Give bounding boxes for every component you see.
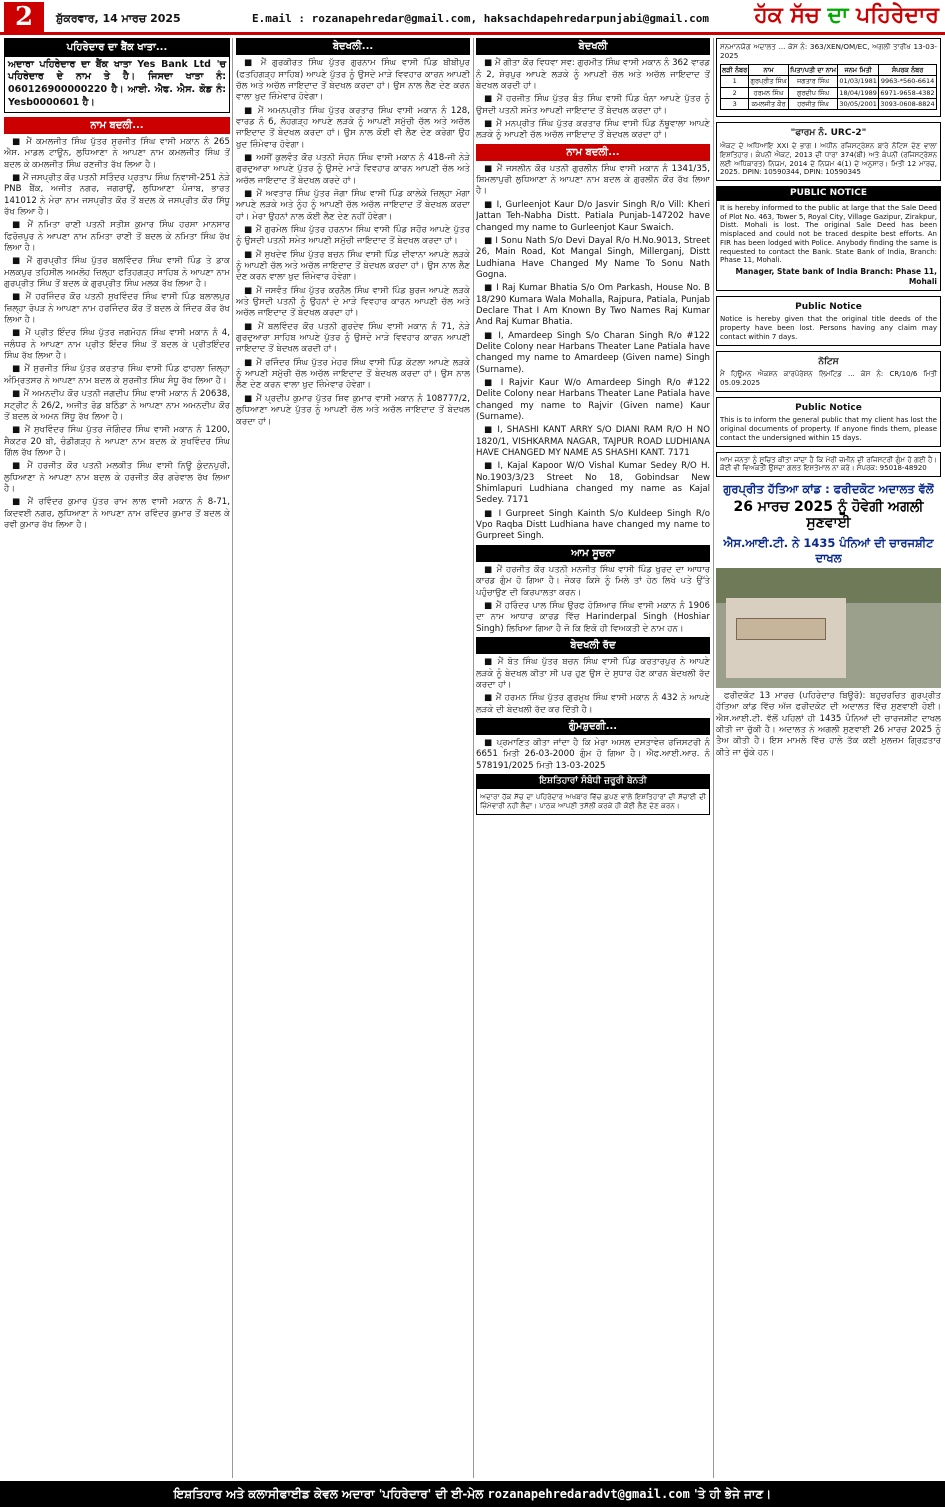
- disclaimer-title: ਇਸ਼ਤਿਹਾਰਾਂ ਸੰਬੰਧੀ ਜ਼ਰੂਰੀ ਬੇਨਤੀ: [477, 775, 709, 789]
- news-subheadline: ਐਸ.ਆਈ.ਟੀ. ਨੇ 1435 ਪੰਨਿਆਂ ਦੀ ਚਾਰਜਸ਼ੀਟ ਦਾਖਲ: [723, 536, 934, 565]
- public-notice-text: Notice is hereby given that the original title deeds of the property have been lost. Persons having any claim may contact within 7 days.: [720, 315, 937, 341]
- table-header-cell: ਲੜੀ ਨੰਬਰ: [722, 65, 748, 74]
- classified-item: ■ ਮੈਂ ਹਰਜੀਤ ਕੌਰ ਪਤਨੀ ਮਨਜੀਤ ਸਿੰਘ ਵਾਸੀ ਪਿੰਡ ਖੁਰਦ ਦਾ ਆਧਾਰ ਕਾਰਡ ਗੁੰਮ ਹੋ ਗਿਆ ਹੈ। ਜੇਕਰ ਕਿਸੇ ਨੂੰ ਮਿਲੇ ਤਾਂ ਹੇਠ ਲਿਖੇ ਪਤੇ ਉੱਤੇ ਪਹੁੰਚਾਉਣ ਦੀ ਕਿਰਪਾਲਤਾ ਕਰਨ।: [476, 564, 710, 598]
- classified-list: [476, 565, 710, 635]
- footer-email[interactable]: rozanapehredaradvt@gmail.com: [487, 1487, 690, 1501]
- classified-item: ■ ਮੈਂ ਰਵਿੰਦਰ ਕੁਮਾਰ ਪੁੱਤਰ ਰਾਮ ਲਾਲ ਵਾਸੀ ਮਕਾਨ ਨੰ 8-71, ਕਿਦਵਈ ਨਗਰ, ਲੁਧਿਆਣਾ ਨੇ ਆਪਣਾ ਨਾਮ ਰਵਿੰਦਰ ਕੁਮਾਰ ਤੋਂ ਬਦਲ ਕੇ ਰਵੀ ਕੁਮਾਰ ਰੱਖ ਲਿਆ ਹੈ।: [4, 497, 230, 530]
- classified-list: [476, 58, 710, 141]
- classified-list: [476, 738, 710, 772]
- section-heading: ਨਾਮ ਬਦਲੀ...: [4, 117, 230, 134]
- table-cell: ਕਮਲਜੀਤ ਕੌਰ: [749, 99, 789, 110]
- column-notices: [716, 38, 941, 1478]
- classified-item: ■ ਮੈਂ ਜਸਪ੍ਰੀਤ ਕੌਰ ਪਤਨੀ ਸਤਿੰਦਰ ਪ੍ਰਤਾਪ ਸਿੰਘ ਨਿਵਾਸੀ-251 ਨੇੜੇ PNB ਬੈਂਕ, ਅਜੀਤ ਨਗਰ, ਜਗਰਾਉਂ, ਲੁਧਿਆਣਾ ਪੰਜਾਬ, ਭਾਰਤ 141012 ਨੇ ਮੇਰਾ ਨਾਮ ਜਸਪ੍ਰੀਤ ਕੌਰ ਤੋਂ ਬਦਲ ਕੇ ਜਸਪ੍ਰੀਤ ਕੌਰ ਸਿੱਧੂ ਰੱਖ ਲਿਆ ਹੈ।: [4, 172, 230, 217]
- classified-item: ■ ਮੈਂ ਅਮਨਦੀਪ ਕੌਰ ਪਤਨੀ ਜਗਦੀਪ ਸਿੰਘ ਵਾਸੀ ਮਕਾਨ ਨੰ 20638, ਸਟ੍ਰੀਟ ਨੰ 26/2, ਅਜੀਤ ਰੋਡ ਬਠਿੰਡਾ ਨੇ ਆਪਣਾ ਨਾਮ ਅਮਨਦੀਪ ਕੌਰ ਤੋਂ ਬਦਲ ਕੇ ਅਮਨ ਸਿੱਧੂ ਰੱਖ ਲਿਆ ਹੈ।: [4, 389, 230, 422]
- classified-item: ■ I Gurpreet Singh Kainth S/o Kuldeep Singh R/o Vpo Raqba Distt Ludhiana have changed my name to Gurpreet Singh.: [476, 508, 710, 542]
- table-cell: 9963-*560-6614: [879, 76, 937, 87]
- table-cell: ਗੁਰਦੀਪ ਸਿੰਘ: [788, 87, 837, 98]
- classified-item: ■ I, Kajal Kapoor W/O Vishal Kumar Sedey R/O H. No.1903/3/23 Street No 18, Gobindsar New Shimlapuri Ludhiana changed my name as Kajal Sedey. 7171: [476, 461, 710, 506]
- column-mixed-classifieds: [476, 38, 710, 1478]
- small-notice-text: ਆਮ ਜਨਤਾ ਨੂੰ ਸੂਚਿਤ ਕੀਤਾ ਜਾਂਦਾ ਹੈ ਕਿ ਮੇਰੀ ਜ਼ਮੀਨ ਦੀ ਰਜਿਸਟਰੀ ਗੁੰਮ ਹੋ ਗਈ ਹੈ। ਕੋਈ ਵੀ ਵਿਅਕਤੀ ਉਸਦਾ ਗਲਤ ਇਸਤੇਮਾਲ ਨਾ ਕਰੇ। ਸੰਪਰਕ: 95018-48920: [720, 455, 937, 473]
- column-divider: [232, 38, 233, 1478]
- table-cell: 2: [721, 87, 749, 98]
- disclaimer-text: ਅਦਾਰਾ ਹੱਕ ਸੱਚ ਦਾ ਪਹਿਰੇਦਾਰ ਅਖਬਾਰ ਵਿੱਚ ਛਪਣ ਵਾਲੇ ਇਸ਼ਤਿਹਾਰਾਂ ਦੀ ਸੱਚਾਈ ਦੀ ਜ਼ਿੰਮੇਵਾਰੀ ਨਹੀਂ ਲੈਂਦਾ। ਪਾਠਕ ਆਪਣੀ ਤਸੱਲੀ ਕਰਕੇ ਹੀ ਕੋਈ ਲੈਣ ਦੇਣ ਕਰਨ।: [480, 791, 706, 811]
- bank-box-title: ਪਹਿਰੇਦਾਰ ਦਾ ਬੈਂਕ ਖਾਤਾ...: [5, 39, 229, 57]
- small-notice-box: [716, 452, 941, 478]
- classified-item: ■ ਮੈਂ ਬੋਤ ਸਿੰਘ ਪੁੱਤਰ ਬਚਨ ਸਿੰਘ ਵਾਸੀ ਪਿੰਡ ਕਰਤਾਰਪੁਰ ਨੇ ਆਪਣੇ ਲੜਕੇ ਨੂੰ ਬੇਦਖਲ ਕੀਤਾ ਸੀ ਪਰ ਹੁਣ ਉਸ ਦੇ ਸੁਧਾਰ ਹੋਣ ਕਾਰਨ ਬੇਦਖਲੀ ਰੱਦ ਕਰਦਾ ਹਾਂ।: [476, 657, 710, 690]
- urc-notice-box: [716, 122, 941, 181]
- table-row: [721, 99, 937, 110]
- table-cell: 30/05/2001: [839, 100, 877, 109]
- classified-item: ■ ਮੈਂ ਗੁਰਪ੍ਰੀਤ ਸਿੰਘ ਪੁੱਤਰ ਬਲਵਿੰਦਰ ਸਿੰਘ ਵਾਸੀ ਪਿੰਡ ਤੇ ਡਾਕ ਮਲਕਪੁਰ ਤਹਿਸੀਲ ਅਮਲੋਹ ਜ਼ਿਲ੍ਹਾ ਫਤਿਹਗੜ੍ਹ ਸਾਹਿਬ ਨੇ ਆਪਣਾ ਨਾਮ ਗੁਰਪ੍ਰੀਤ ਸਿੰਘ ਤੋਂ ਬਦਲ ਕੇ ਗੁਰਪ੍ਰੀਤ ਸਿੰਘ ਮਲਕ ਰੱਖ ਲਿਆ ਹੈ।: [4, 256, 230, 290]
- news-photo: [716, 568, 941, 688]
- column-divider: [473, 38, 474, 1478]
- public-notice-title: Public Notice: [795, 301, 862, 312]
- public-notice-signature: Manager, State bank of India Branch: Phase 11, Mohali: [735, 267, 937, 286]
- classified-item: ■ ਮੈਂ ਗੁਰਕੀਰਤ ਸਿੰਘ ਪੁੱਤਰ ਗੁਰਨਾਮ ਸਿੰਘ ਵਾਸੀ ਪਿੰਡ ਬੀਬੀਪੁਰ (ਫਤਹਿਗੜ੍ਹ ਸਾਹਿਬ) ਆਪਣੇ ਪੁੱਤਰ ਨੂੰ ਉਸਦੇ ਮਾੜੇ ਵਿਵਹਾਰ ਕਾਰਨ ਆਪਣੀ ਚੱਲ ਅਤੇ ਅਚੱਲ ਜਾਇਦਾਦ ਤੋਂ ਬੇਦਖਲ ਕਰਦਾ ਹਾਂ। ਉਸ ਨਾਲ ਲੈਣ ਦੇਣ ਕਰਨ ਵਾਲਾ ਖੁਦ ਜ਼ਿੰਮੇਵਾਰ ਹੋਵੇਗਾ।: [236, 58, 470, 103]
- news-headline-date: 26 ਮਾਰਚ 2025 ਨੂੰ ਹੋਵੇਗੀ ਅਗਲੀ ਸੁਣਵਾਈ: [733, 498, 924, 532]
- classified-item: ■ ਮੈਂ ਜਸਵੰਤ ਸਿੰਘ ਪੁੱਤਰ ਕਰਨੈਲ ਸਿੰਘ ਵਾਸੀ ਪਿੰਡ ਬੁਰਜ ਆਪਣੇ ਲੜਕੇ ਅਤੇ ਉਸਦੀ ਪਤਨੀ ਨੂੰ ਉਹਨਾਂ ਦੇ ਮਾੜੇ ਵਿਵਹਾਰ ਕਾਰਨ ਆਪਣੀ ਚੱਲ ਅਤੇ ਅਚੱਲ ਜਾਇਦਾਦ ਤੋਂ ਬੇਦਖਲ ਕਰਦਾ ਹਾਂ।: [236, 285, 470, 319]
- classified-item: ■ ਮੈਂ ਹਰਿੰਦਰ ਪਾਲ ਸਿੰਘ ਉਰਫ ਹੋਸ਼ਿਆਰ ਸਿੰਘ ਵਾਸੀ ਮਕਾਨ ਨੰ 1906 ਦਾ ਨਾਮ ਆਧਾਰ ਕਾਰਡ ਵਿੱਚ Harinderpal Singh (Hoshiar Singh) ਲਿਖਿਆ ਗਿਆ ਹੈ ਜੋ ਕਿ ਇਕੋ ਹੀ ਵਿਅਕਤੀ ਦੇ ਨਾਮ ਹਨ।: [476, 601, 710, 634]
- table-header-cell: ਸੰਪਰਕ ਨੰਬਰ: [879, 64, 937, 75]
- table-header-cell: ਜਨਮ ਮਿਤੀ: [838, 64, 879, 75]
- bank-box-text: ਅਦਾਰਾ ਪਹਿਰੇਦਾਰ ਦਾ ਬੈਂਕ ਖਾਤਾ Yes Bank Ltd 'ਚ ਪਹਿਰੇਦਾਰ ਦੇ ਨਾਮ ਤੇ ਹੈ। ਜਿਸਦਾ ਖਾਤਾ ਨੰ: 060126900000220 ਹੈ। ਆਈ. ਐਫ. ਐਸ. ਕੋਡ ਨੰ: Yesb0000601 ਹੈ।: [8, 58, 226, 108]
- public-notice-box: [716, 296, 941, 346]
- section-heading: ਬੇਦਖਲੀ...: [236, 38, 470, 55]
- classified-item: ■ I Raj Kumar Bhatia S/o Om Parkash, House No. B 18/290 Kumara Wala Mohalla, Rajpura, Patiala, Punjab Declare That I Am Known By Two Names Raj Kumar And Raj Kumar Bhatia.: [476, 283, 710, 328]
- column-disinheritance: [236, 38, 470, 1478]
- table-cell: ਗੁਰਪ੍ਰੀਤ ਸਿੰਘ: [750, 77, 787, 86]
- classified-list: [4, 137, 230, 531]
- table-cell: 01/03/1981: [839, 77, 877, 86]
- public-notice-text: It is hereby informed to the public at large that the Sale Deed of Plot No. 463, Tower 5, Royal City, Village Gazipur, Zirakpur, Distt. Mohali is lost. The original Sale Deed has been misplaced and could not be traced despite best efforts. An FIR has been lodged with Police. Anybody finding the same is requested to contact the Bank. State Bank of India, Branch: Phase 11, Mohali.: [720, 203, 937, 265]
- urc-notice-title: "ਫਾਰਮ ਨੰ. URC-2": [790, 128, 867, 139]
- classified-item: ■ ਮੈਂ ਬਲਵਿੰਦਰ ਕੌਰ ਪਤਨੀ ਗੁਰਦੇਵ ਸਿੰਘ ਵਾਸੀ ਮਕਾਨ ਨੰ 71, ਨੇੜੇ ਗੁਰਦੁਆਰਾ ਸਾਹਿਬ ਆਪਣੇ ਪੁੱਤਰ ਨੂੰ ਉਸਦੇ ਮਾੜੇ ਵਿਵਹਾਰ ਕਾਰਨ ਆਪਣੀ ਜਾਇਦਾਦ ਤੋਂ ਬੇਦਖਲ ਕਰਦੀ ਹਾਂ।: [236, 321, 470, 355]
- newspaper-logo: ਹੱਕ ਸੱਚ ਦਾ ਪਹਿਰੇਦਾਰ: [754, 2, 939, 28]
- notice-text: ਮੈਂ ਹਿਊਮਨ ਐਕਸ਼ਨ ਕਾਰਪੋਰੇਸ਼ਨ ਲਿਮਟਿਡ ... ਕੇਸ ਨੰ: CR/10/6 ਮਿਤੀ 05.09.2025: [720, 370, 937, 387]
- column-name-change: [4, 38, 230, 1478]
- column-divider: [713, 38, 714, 1478]
- header-rule: [0, 32, 945, 35]
- header-email[interactable]: E.mail : rozanapehredar@gmail.com, haksachdapehredarpunjabi@gmail.com: [252, 12, 709, 25]
- table-header-row: [721, 64, 937, 75]
- classified-item: ■ ਅਸੀਂ ਕੁਲਵੰਤ ਕੌਰ ਪਤਨੀ ਸੋਹਨ ਸਿੰਘ ਵਾਸੀ ਮਕਾਨ ਨੰ 418-ਜੀ ਨੇੜੇ ਗੁਰਦੁਆਰਾ ਆਪਣੇ ਪੁੱਤਰ ਨੂੰ ਉਸਦੇ ਮਾੜੇ ਵਿਵਹਾਰ ਕਾਰਨ ਆਪਣੀ ਚੱਲ ਅਤੇ ਅਚੱਲ ਜਾਇਦਾਦ ਤੋਂ ਬੇਦਖਲ ਕਰਦੇ ਹਾਂ।: [236, 152, 470, 186]
- notice-title: ਨੋਟਿਸ: [818, 356, 839, 367]
- classified-list: [236, 58, 470, 428]
- notice-box: [716, 351, 941, 392]
- classified-item: ■ I, Gurleenjot Kaur D/o Jasvir Singh R/o Vill: Kheri Jattan Teh-Nabha Distt. Patiala Punjab-147202 have changed my name to Gurleenjot Kaur Swaich.: [476, 199, 710, 233]
- page-footer: [0, 1481, 945, 1507]
- footer-text: 'ਤੇ ਹੀ ਭੇਜੇ ਜਾਣ।: [689, 1487, 772, 1501]
- classified-item: ■ I, Amardeep Singh S/o Charan Singh R/o #122 Delite Colony near Harbans Theater Lane Patiala have changed my name to Amardeep (Given name) Singh (Surname).: [476, 330, 710, 375]
- classified-item: ■ ਮੈਂ ਹਰਮਨ ਸਿੰਘ ਪੁੱਤਰ ਗੁਰਮੁਖ ਸਿੰਘ ਵਾਸੀ ਮਕਾਨ ਨੰ 432 ਨੇ ਆਪਣੇ ਲੜਕੇ ਦੀ ਬੇਦਖਲੀ ਰੱਦ ਕਰ ਦਿੱਤੀ ਹੈ।: [476, 693, 710, 715]
- table-header-cell: ਨਾਮ: [749, 64, 789, 75]
- public-notice-box: [716, 397, 941, 447]
- section-heading: ਨਾਮ ਬਦਲੀ...: [476, 144, 710, 161]
- section-heading: ਗੁੰਮਸ਼ੁਦਗੀ...: [476, 718, 710, 735]
- section-heading: ਬੇਦਖਲੀ: [476, 38, 710, 55]
- issue-date: ਸ਼ੁੱਕਰਵਾਰ, 14 ਮਾਰਚ 2025: [56, 12, 181, 25]
- table-cell: ਜਗਤਾਰ ਸਿੰਘ: [788, 76, 837, 87]
- classified-item: ■ ਮੈਂ ਗੀਤਾ ਕੌਰ ਵਿਧਵਾ ਸਵ: ਗੁਰਮੀਤ ਸਿੰਘ ਵਾਸੀ ਮਕਾਨ ਨੰ 362 ਵਾਰਡ ਨੰ 2, ਸ਼ੇਰਪੁਰ ਆਪਣੇ ਲੜਕੇ ਨੂੰ ਆਪਣੀ ਚੱਲ ਅਤੇ ਅਚੱਲ ਜਾਇਦਾਦ ਤੋਂ ਬੇਦਖਲ ਕਰਦੀ ਹਾਂ।: [476, 58, 710, 91]
- urc-notice-text: ਐਕਟ ਦੇ ਅਧਿਆਇ XXI ਦੇ ਭਾਗ I ਅਧੀਨ ਰਜਿਸਟ੍ਰੇਸ਼ਨ ਬਾਰੇ ਨੋਟਿਸ ਦੇਣ ਵਾਲਾ ਇਸ਼ਤਿਹਾਰ। ਕੰਪਨੀ ਐਕਟ, 2013 ਦੀ ਧਾਰਾ 374(ਬੀ) ਅਤੇ ਕੰਪਨੀ (ਰਜਿਸਟ੍ਰੇਸ਼ਨ ਲਈ ਅਧਿਕਾਰਤ) ਨਿਯਮ, 2014 ਦੇ ਨਿਯਮ 4(1) ਦੇ ਅਨੁਸਾਰ। ਮਿਤੀ 12 ਮਾਰਚ, 2025. DPIN: 10590344, DPIN: 10590345: [720, 142, 937, 177]
- public-notice-text: This is to inform the general public that my client has lost the original documents of property. If anyone finds them, please contact the undersigned within 15 days.: [720, 416, 937, 442]
- public-notice-title: PUBLIC NOTICE: [717, 187, 940, 201]
- table-body: [721, 76, 937, 110]
- table-row: [721, 76, 937, 87]
- classified-item: ■ ਪ੍ਰਮਾਣਿਤ ਕੀਤਾ ਜਾਂਦਾ ਹੈ ਕਿ ਮੇਰਾ ਅਸਲ ਦਸਤਾਵੇਜ਼ ਰਜਿਸਟਰੀ ਨੰ 6651 ਮਿਤੀ 26-03-2000 ਗੁੰਮ ਹੋ ਗਿਆ ਹੈ। ਐਫ.ਆਈ.ਆਰ. ਨੰ 578191/2025 ਮਿਤੀ 13-03-2025: [476, 738, 710, 771]
- notice-table: [720, 64, 937, 111]
- court-notice-text: ਸਨਮਾਨਯੋਗ ਅਦਾਲਤ ... ਕੇਸ ਨੰ: 363/XEN/OM/EC, ਅਗਲੀ ਤਾਰੀਖ 13-03-2025: [720, 42, 937, 61]
- section-heading: ਬੇਦਖਲੀ ਰੱਦ: [476, 637, 710, 654]
- news-story-text: ਫਰੀਦਕੋਟ 13 ਮਾਰਚ (ਪਹਿਰੇਦਾਰ ਬਿਊਰੋ): ਬਹੁਚਰਚਿਤ ਗੁਰਪ੍ਰੀਤ ਹੱਤਿਆ ਕਾਂਡ ਵਿੱਚ ਅੱਜ ਫਰੀਦਕੋਟ ਦੀ ਅਦਾਲਤ ਵਿੱਚ ਸੁਣਵਾਈ ਹੋਈ। ਐਸ.ਆਈ.ਟੀ. ਵੱਲੋਂ ਪਹਿਲਾਂ ਹੀ 1435 ਪੰਨਿਆਂ ਦੀ ਚਾਰਜਸ਼ੀਟ ਦਾਖਲ ਕੀਤੀ ਜਾ ਚੁੱਕੀ ਹੈ। ਅਦਾਲਤ ਨੇ ਅਗਲੀ ਸੁਣਵਾਈ 26 ਮਾਰਚ 2025 ਨੂੰ ਤੈਅ ਕੀਤੀ ਹੈ। ਇਸ ਮਾਮਲੇ ਵਿੱਚ ਹਾਲੇ ਤੱਕ ਕਈ ਮੁਲਜ਼ਮ ਗ੍ਰਿਫ਼ਤਾਰ ਕੀਤੇ ਜਾ ਚੁੱਕੇ ਹਨ।: [716, 690, 941, 758]
- classified-item: ■ ਮੈਂ ਅਮਨਪ੍ਰੀਤ ਸਿੰਘ ਪੁੱਤਰ ਕਰਤਾਰ ਸਿੰਘ ਵਾਸੀ ਮਕਾਨ ਨੰ 128, ਵਾਰਡ ਨੰ 6, ਲੋਹਗੜ੍ਹ ਆਪਣੇ ਲੜਕੇ ਨੂੰ ਆਪਣੀ ਸਮੁੱਚੀ ਚੱਲ ਅਤੇ ਅਚੱਲ ਜਾਇਦਾਦ ਤੋਂ ਬੇਦਖਲ ਕਰਦਾ ਹਾਂ। ਉਸ ਨਾਲ ਕੋਈ ਵੀ ਲੈਣ ਦੇਣ ਕਰੇਗਾ ਉਹ ਖੁਦ ਜ਼ਿੰਮੇਵਾਰ ਹੋਵੇਗਾ।: [236, 105, 470, 150]
- classified-item: ■ ਮੈਂ ਮਨਪ੍ਰੀਤ ਸਿੰਘ ਪੁੱਤਰ ਕਰਤਾਰ ਸਿੰਘ ਵਾਸੀ ਪਿੰਡ ਨੱਥੂਵਾਲਾ ਆਪਣੇ ਲੜਕੇ ਨੂੰ ਆਪਣੀ ਚੱਲ ਅਚੱਲ ਜਾਇਦਾਦ ਤੋਂ ਬੇਦਖਲ ਕਰਦਾ ਹਾਂ।: [476, 118, 710, 141]
- classified-item: ■ ਮੈਂ ਪ੍ਰੀਤ ਇੰਦਰ ਸਿੰਘ ਪੁੱਤਰ ਜਗਮੋਹਨ ਸਿੰਘ ਵਾਸੀ ਮਕਾਨ ਨੰ 4, ਜਲੰਧਰ ਨੇ ਆਪਣਾ ਨਾਮ ਪ੍ਰੀਤ ਇੰਦਰ ਸਿੰਘ ਤੋਂ ਬਦਲ ਕੇ ਪ੍ਰੀਤਇੰਦਰ ਸਿੰਘ ਰੱਖ ਲਿਆ ਹੈ।: [4, 328, 230, 362]
- classified-item: ■ ਮੈਂ ਗੁਰਮੇਲ ਸਿੰਘ ਪੁੱਤਰ ਹਰਨਾਮ ਸਿੰਘ ਵਾਸੀ ਪਿੰਡ ਸਹੌਰ ਆਪਣੇ ਪੁੱਤਰ ਨੂੰ ਉਸਦੀ ਪਤਨੀ ਸਮੇਤ ਆਪਣੀ ਸਮੁੱਚੀ ਜਾਇਦਾਦ ਤੋਂ ਬੇਦਖਲ ਕਰਦਾ ਹਾਂ।: [236, 225, 470, 247]
- classified-item: ■ ਮੈਂ ਹਰਜੀਤ ਕੌਰ ਪਤਨੀ ਮਲਕੀਤ ਸਿੰਘ ਵਾਸੀ ਨਿਊ ਕੁੰਦਨਪੁਰੀ, ਲੁਧਿਆਣਾ ਨੇ ਆਪਣਾ ਨਾਮ ਬਦਲ ਕੇ ਹਰਜੀਤ ਕੌਰ ਗਰੇਵਾਲ ਰੱਖ ਲਿਆ ਹੈ।: [4, 461, 230, 494]
- advertiser-disclaimer-box: [476, 774, 710, 814]
- section-heading: ਆਮ ਸੂਚਨਾ: [476, 545, 710, 562]
- table-cell: 6971-9658-4382: [880, 88, 935, 97]
- table-cell: 1: [721, 76, 749, 87]
- table-cell: ਹਰਜੀਤ ਸਿੰਘ: [788, 99, 837, 110]
- table-cell: 3093-0608-8824: [880, 100, 935, 109]
- table-header-cell: ਪਿਤਾ/ਪਤੀ ਦਾ ਨਾਮ: [790, 65, 836, 74]
- classified-item: ■ ਮੈਂ ਸੁਖਵਿੰਦਰ ਸਿੰਘ ਪੁੱਤਰ ਜੋਗਿੰਦਰ ਸਿੰਘ ਵਾਸੀ ਮਕਾਨ ਨੰ 1200, ਸੈਕਟਰ 20 ਬੀ, ਚੰਡੀਗੜ੍ਹ ਨੇ ਆਪਣਾ ਨਾਮ ਬਦਲ ਕੇ ਸੁਖਵਿੰਦਰ ਸਿੰਘ ਗਿੱਲ ਰੱਖ ਲਿਆ ਹੈ।: [4, 425, 230, 458]
- bank-account-box: [4, 38, 230, 113]
- classified-list: [476, 164, 710, 543]
- classified-item: ■ ਮੈਂ ਹਰਜਿੰਦਰ ਕੌਰ ਪਤਨੀ ਸੁਖਵਿੰਦਰ ਸਿੰਘ ਵਾਸੀ ਪਿੰਡ ਬਲਾਲਪੁਰ ਜ਼ਿਲ੍ਹਾ ਰੋਪੜ ਨੇ ਆਪਣਾ ਨਾਮ ਹਰਜਿੰਦਰ ਕੌਰ ਤੋਂ ਬਦਲ ਕੇ ਜਿੰਦਰ ਕੌਰ ਰੱਖ ਲਿਆ ਹੈ।: [4, 292, 230, 326]
- classified-item: ■ ਮੈਂ ਸੁਰਜੀਤ ਸਿੰਘ ਪੁੱਤਰ ਕਰਤਾਰ ਸਿੰਘ ਵਾਸੀ ਪਿੰਡ ਫਾਹਲਾ ਜ਼ਿਲ੍ਹਾ ਅੰਮ੍ਰਿਤਸਰ ਨੇ ਆਪਣਾ ਨਾਮ ਬਦਲ ਕੇ ਸੁਰਜੀਤ ਸਿੰਘ ਸੰਧੂ ਰੱਖ ਲਿਆ ਹੈ।: [4, 364, 230, 386]
- classified-list: [476, 657, 710, 716]
- classified-item: ■ I Rajvir Kaur W/o Amardeep Singh R/o #122 Delite Colony near Harbans Theater Lane Patiala have changed my name to Rajvir (Given name) Kaur (Surname).: [476, 377, 710, 422]
- classified-item: ■ ਮੈਂ ਜਸਲੀਨ ਕੌਰ ਪਤਨੀ ਗੁਰਲੀਨ ਸਿੰਘ ਵਾਸੀ ਮਕਾਨ ਨੰ 1341/35, ਸ਼ਿਮਲਾਪੁਰੀ ਲੁਧਿਆਣਾ ਨੇ ਆਪਣਾ ਨਾਮ ਬਦਲ ਕੇ ਗੁਰਲੀਨ ਕੌਰ ਰੱਖ ਲਿਆ ਹੈ।: [476, 163, 710, 197]
- page-number: 2: [4, 2, 44, 32]
- court-notice-box: [716, 38, 941, 117]
- table-row: [721, 87, 937, 98]
- classified-item: ■ ਮੈਂ ਸੁਖਦੇਵ ਸਿੰਘ ਪੁੱਤਰ ਬਚਨ ਸਿੰਘ ਵਾਸੀ ਪਿੰਡ ਦੀਵਾਨਾ ਆਪਣੇ ਲੜਕੇ ਨੂੰ ਆਪਣੀ ਚੱਲ ਅਤੇ ਅਚੱਲ ਜਾਇਦਾਦ ਤੋਂ ਬੇਦਖਲ ਕਰਦਾ ਹਾਂ। ਉਸ ਨਾਲ ਲੈਣ ਦੇਣ ਕਰਨ ਵਾਲਾ ਖੁਦ ਜ਼ਿੰਮੇਵਾਰ ਹੋਵੇਗਾ।: [236, 249, 470, 283]
- classified-item: ■ ਮੈਂ ਪ੍ਰਦੀਪ ਕੁਮਾਰ ਪੁੱਤਰ ਸ਼ਿਵ ਕੁਮਾਰ ਵਾਸੀ ਮਕਾਨ ਨੰ 108777/2, ਲੁਧਿਆਣਾ ਆਪਣੇ ਪੁੱਤਰ ਨੂੰ ਆਪਣੀ ਚੱਲ ਅਤੇ ਅਚੱਲ ਜਾਇਦਾਦ ਤੋਂ ਬੇਦਖਲ ਕਰਦਾ ਹਾਂ।: [236, 393, 470, 427]
- classified-item: ■ ਮੈਂ ਕਮਲਜੀਤ ਸਿੰਘ ਪੁੱਤਰ ਸੁਰਜੀਤ ਸਿੰਘ ਵਾਸੀ ਮਕਾਨ ਨੰ 265 ਐਸ. ਮਾਡਲ ਟਾਊਨ, ਲੁਧਿਆਣਾ ਨੇ ਆਪਣਾ ਨਾਮ ਕਮਲਜੀਤ ਸਿੰਘ ਤੋਂ ਬਦਲ ਕੇ ਕਮਲਜੀਤ ਸਿੰਘ ਰਣਜੀਤ ਰੱਖ ਲਿਆ ਹੈ।: [4, 136, 230, 170]
- public-notice-box: [716, 186, 941, 290]
- page-header: [0, 0, 945, 32]
- classified-item: ■ ਮੈਂ ਰਜਿੰਦਰ ਸਿੰਘ ਪੁੱਤਰ ਮੇਹਰ ਸਿੰਘ ਵਾਸੀ ਪਿੰਡ ਕੋਟਲਾ ਆਪਣੇ ਲੜਕੇ ਨੂੰ ਆਪਣੀ ਸਮੁੱਚੀ ਚੱਲ ਅਚੱਲ ਜਾਇਦਾਦ ਤੋਂ ਬੇਦਖਲ ਕਰਦਾ ਹਾਂ। ਉਸ ਨਾਲ ਲੈਣ ਦੇਣ ਕਰਨ ਵਾਲਾ ਖੁਦ ਜ਼ਿੰਮੇਵਾਰ ਹੋਵੇਗਾ।: [236, 357, 470, 391]
- classified-item: ■ ਮੈਂ ਨਮਿਤਾ ਰਾਣੀ ਪਤਨੀ ਸਤੀਸ਼ ਕੁਮਾਰ ਸਿੰਘ ਹਰਸਾ ਮਾਨਸਾਰ ਫਿਰੋਜ਼ਪੁਰ ਨੇ ਆਪਣਾ ਨਾਮ ਨਮਿਤਾ ਰਾਣੀ ਤੋਂ ਬਦਲ ਕੇ ਨਮਿਤਾ ਸਿੰਘ ਰੱਖ ਲਿਆ ਹੈ।: [4, 220, 230, 254]
- footer-text: ਇਸ਼ਤਿਹਾਰ ਅਤੇ ਕਲਾਸੀਫਾਈਡ ਕੇਵਲ ਅਦਾਰਾ 'ਪਹਿਰੇਦਾਰ' ਦੀ ਈ-ਮੇਲ: [173, 1487, 488, 1501]
- classified-item: ■ I, SHASHI KANT ARRY S/O DIANI RAM R/O H NO 1820/1, VISHKARMA NAGAR, TAJPUR ROAD LUDHIANA HAVE CHANGED MY NAME AS SHASHI KANT. 7171: [476, 425, 710, 459]
- table-cell: 3: [721, 99, 749, 110]
- news-headline: ਗੁਰਪ੍ਰੀਤ ਹੱਤਿਆ ਕਾਂਡ : ਫਰੀਦਕੋਟ ਅਦਾਲਤ ਵੱਲੋਂ: [723, 482, 934, 497]
- table-cell: ਹਰਮਨ ਸਿੰਘ: [749, 87, 789, 98]
- table-cell: 18/04/1989: [839, 88, 877, 97]
- classified-item: ■ ਮੈਂ ਅਵਤਾਰ ਸਿੰਘ ਪੁੱਤਰ ਜੋਗਾ ਸਿੰਘ ਵਾਸੀ ਪਿੰਡ ਕਾਲੇਕੇ ਜ਼ਿਲ੍ਹਾ ਮੋਗਾ ਆਪਣੇ ਲੜਕੇ ਅਤੇ ਨੂੰਹ ਨੂੰ ਆਪਣੀ ਚੱਲ ਅਚੱਲ ਜਾਇਦਾਦ ਤੋਂ ਬੇਦਖਲ ਕਰਦਾ ਹਾਂ। ਮੇਰਾ ਉਹਨਾਂ ਨਾਲ ਕੋਈ ਲੈਣ ਦੇਣ ਨਹੀਂ ਹੋਵੇਗਾ।: [236, 188, 470, 222]
- classified-item: ■ I Sonu Nath S/o Devi Dayal R/o H.No.9013, Street 26, Main Road, Kot Mangal Singh, Millerganj, Distt Ludhiana Have Changed My Name To Sonu Nath Gogna.: [476, 235, 710, 280]
- public-notice-title: Public Notice: [795, 402, 862, 413]
- classified-item: ■ ਮੈਂ ਹਰਜੀਤ ਸਿੰਘ ਪੁੱਤਰ ਬੰਤ ਸਿੰਘ ਵਾਸੀ ਪਿੰਡ ਖੰਨਾ ਆਪਣੇ ਪੁੱਤਰ ਨੂੰ ਉਸਦੀ ਪਤਨੀ ਸਮੇਤ ਆਪਣੀ ਜਾਇਦਾਦ ਤੋਂ ਬੇਦਖਲ ਕਰਦਾ ਹਾਂ।: [476, 94, 710, 116]
